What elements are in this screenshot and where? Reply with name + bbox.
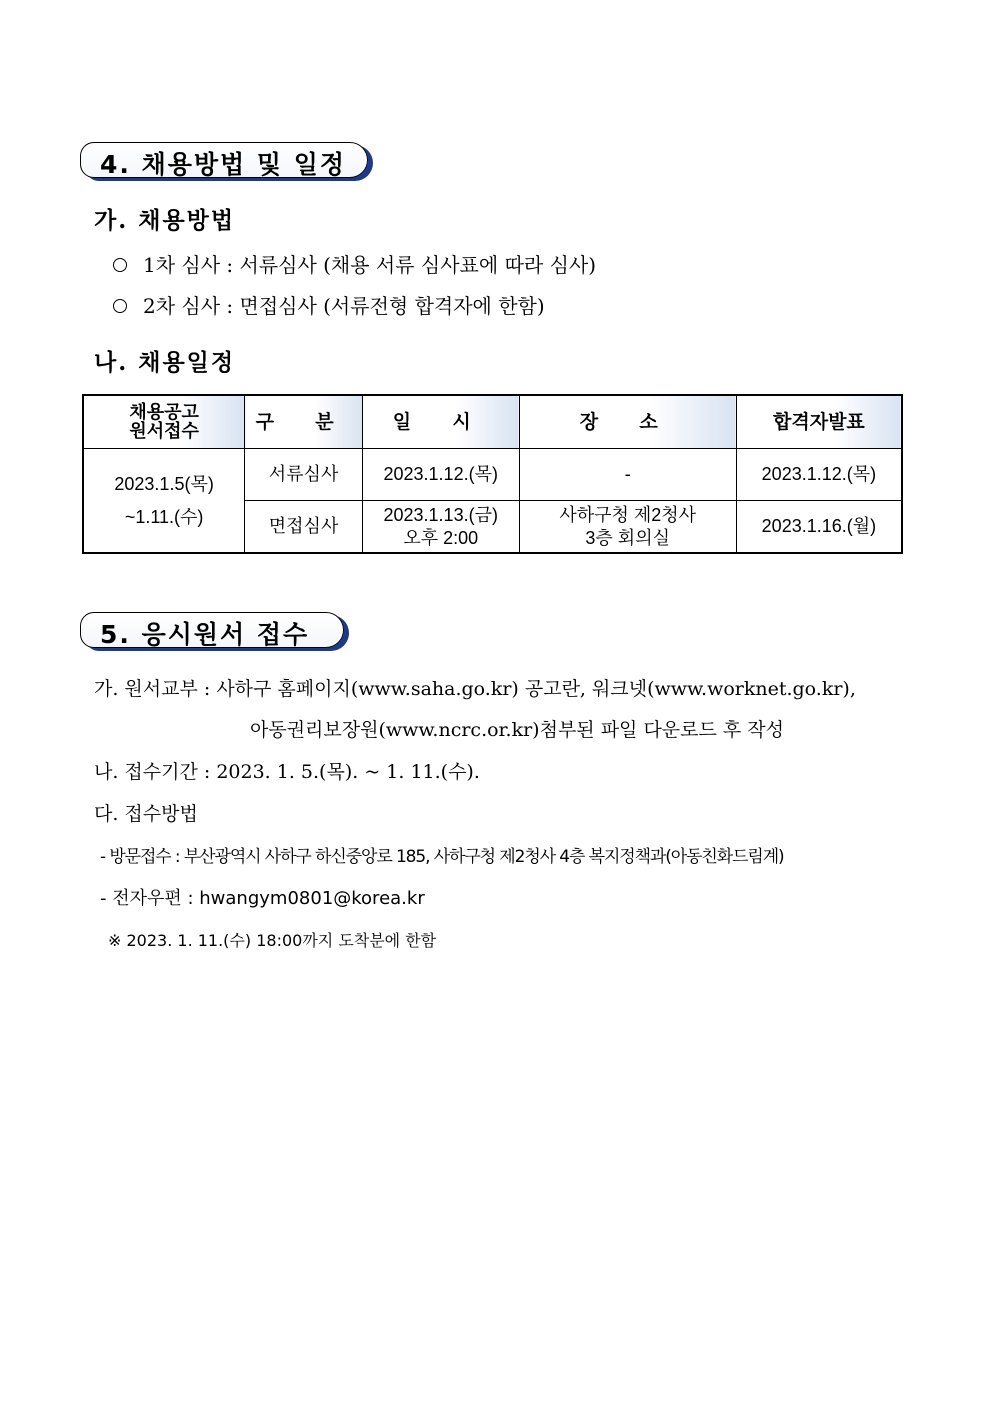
announce-period-cell: 2023.1.5(목) ~1.11.(수) bbox=[83, 449, 245, 554]
row1-result: 2023.1.12.(목) bbox=[736, 449, 902, 501]
method-heading: 가. 채용방법 bbox=[94, 207, 236, 234]
header-type: 구 분 bbox=[245, 395, 363, 449]
schedule-heading: 나. 채용일정 bbox=[94, 349, 236, 376]
form-distribution-line-2: 아동권리보장원(www.ncrc.or.kr)첨부된 파일 다운로드 후 작성 bbox=[250, 719, 784, 741]
row1-type: 서류심사 bbox=[245, 449, 363, 501]
header-date: 일 시 bbox=[362, 395, 519, 449]
visit-submission: - 방문접수 : 부산광역시 사하구 하신중앙로 185, 사하구청 제2청사 4층 복지정책과(아동친화드림계) bbox=[100, 847, 784, 867]
row1-place: - bbox=[519, 449, 736, 501]
row2-type: 면접심사 bbox=[245, 501, 363, 554]
email-submission: - 전자우편 : hwangym0801@korea.kr bbox=[100, 888, 425, 909]
schedule-table bbox=[82, 394, 903, 554]
submission-period: 나. 접수기간 : 2023. 1. 5.(목). ~ 1. 11.(수). bbox=[94, 761, 480, 783]
circle-bullet-icon bbox=[113, 299, 127, 313]
header-place: 장 소 bbox=[519, 395, 736, 449]
section4-title-text: 4. 채용방법 및 일정 bbox=[100, 150, 347, 179]
row2-result: 2023.1.16.(월) bbox=[736, 501, 902, 554]
section5-title-text: 5. 응시원서 접수 bbox=[100, 620, 310, 649]
method-item-1: 1차 심사 : 서류심사 (채용 서류 심사표에 따라 심사) bbox=[113, 249, 596, 278]
submission-method-heading: 다. 접수방법 bbox=[94, 803, 198, 825]
form-distribution-line-1: 가. 원서교부 : 사하구 홈페이지(www.saha.go.kr) 공고란, 워크넷(www.worknet.go.kr), bbox=[94, 678, 856, 700]
row2-place: 사하구청 제2청사 3층 회의실 bbox=[519, 501, 736, 554]
circle-bullet-icon bbox=[113, 258, 127, 272]
deadline-note: ※ 2023. 1. 11.(수) 18:00까지 도착분에 한함 bbox=[108, 931, 437, 950]
table-row bbox=[83, 449, 902, 501]
method-item-2: 2차 심사 : 면접심사 (서류전형 합격자에 한함) bbox=[113, 290, 545, 319]
header-announce: 채용공고 원서접수 bbox=[83, 395, 245, 449]
row2-date: 2023.1.13.(금) 오후 2:00 bbox=[362, 501, 519, 554]
row1-date: 2023.1.12.(목) bbox=[362, 449, 519, 501]
header-result: 합격자발표 bbox=[736, 395, 902, 449]
table-header-row bbox=[83, 395, 902, 449]
